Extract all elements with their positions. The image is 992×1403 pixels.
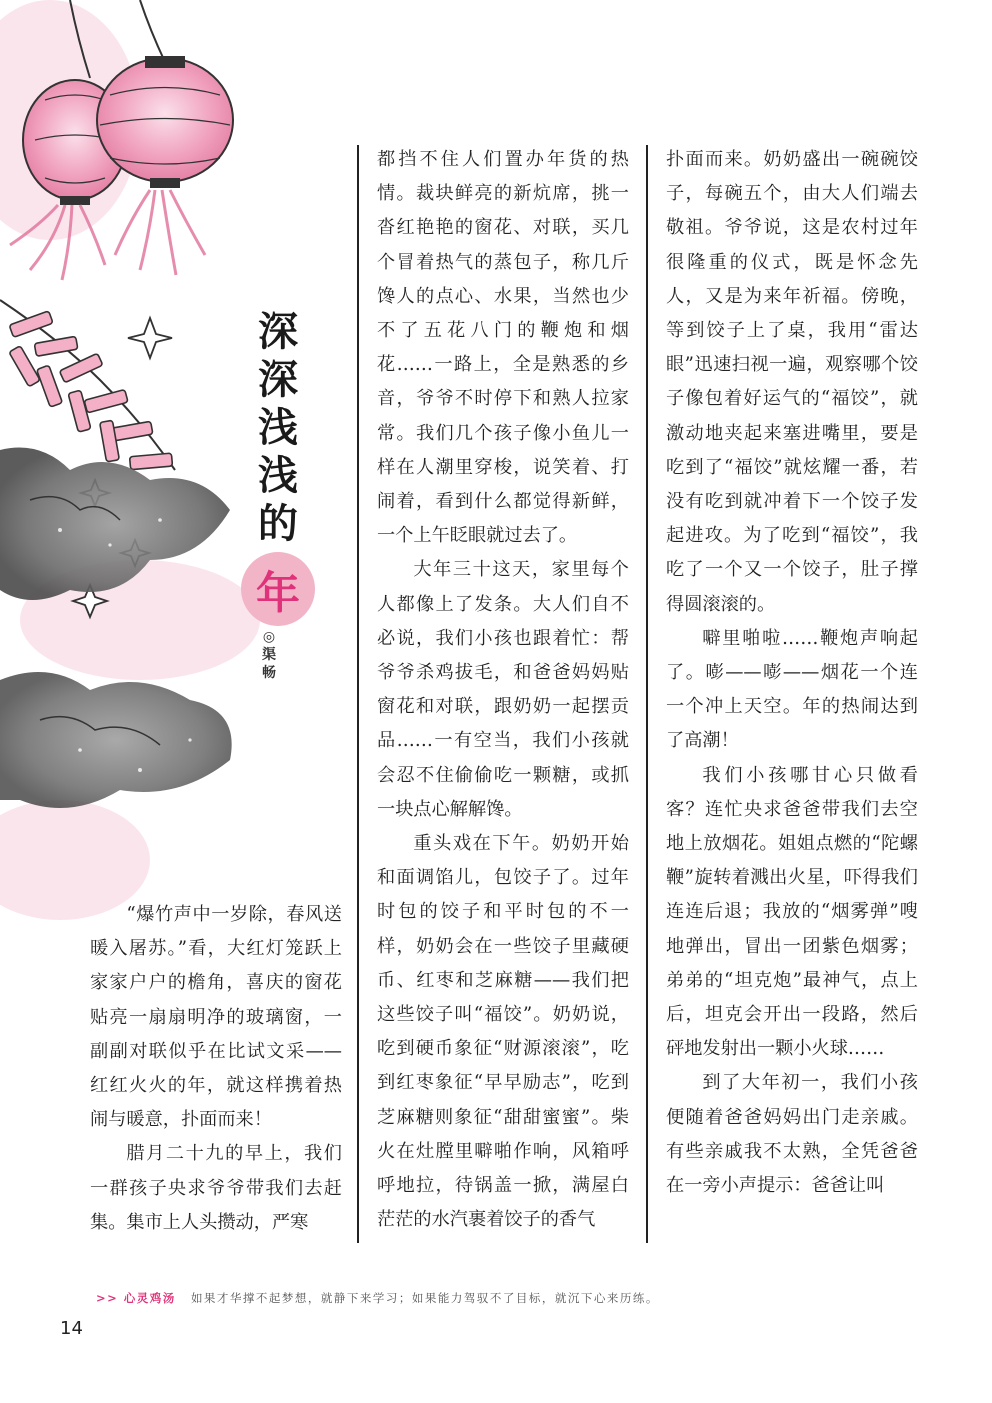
text-column-3 [666,143,918,1203]
title-char: 浅 [258,453,298,499]
paragraph: 我们小孩哪甘心只做看客？连忙央求爸爸带我们去空地上放烟花。姐姐点燃的“陀螺鞭”旋转着溅出火星，吓得我们连连后退；我放的“烟雾弹”嗖地弹出，冒出一团紫色烟雾；弟弟的“坦克炮”最神气，点上后，坦克会开出一段路，然后砰地发射出一颗小火球…… [666,764,918,1060]
column-divider [357,145,359,1243]
title-highlight-badge: 年 [241,552,315,626]
article-title [252,308,304,626]
author-mark-icon: ◎ [262,629,276,645]
paragraph: 到了大年初一，我们小孩便随着爸爸妈妈出门走亲戚。有些亲戚我不太熟，全凭爸爸在一旁小声提示：爸爸让叫 [666,1072,918,1197]
text-column-1 [90,898,342,1240]
paragraph: 扑面而来。奶奶盛出一碗碗饺子，每碗五个，由大人们端去敬祖。爷爷说，这是农村过年很隆重的仪式，既是怀念先人，又是为来年祈福。傍晚，等到饺子上了桌，我用“雷达眼”迅速扫视一遍，观察哪个饺子像包着好运气的“福饺”，就激动地夹起来塞进嘴里，要是吃到了“福饺”就炫耀一番，若没有吃到就冲着下一个饺子发起进攻。为了吃到“福饺”，我吃了一个又一个饺子，肚子撑得圆滚滚的。 [666,149,918,615]
title-char: 浅 [258,405,298,451]
paragraph: 都挡不住人们置办年货的热情。裁块鲜亮的新炕席，挑一沓红艳艳的窗花、对联，买几个冒着热气的蒸包子，称几斤馋人的点心、水果，当然也少不了五花八门的鞭炮和烟花……一路上，全是熟悉的乡音，爷爷不时停下和熟人拉家常。我们几个孩子像小鱼儿一样在人潮里穿梭，说笑着、打闹着，看到什么都觉得新鲜，一个上午眨眼就过去了。 [377,149,629,547]
title-char: 深 [258,309,298,355]
paragraph: 噼里啪啦……鞭炮声响起了。嘭——嘭——烟花一个连一个冲上天空。年的热闹达到了高潮！ [666,627,918,752]
author-byline [258,628,280,682]
author-name-char: 渠 [262,647,276,663]
paragraph: 重头戏在下午。奶奶开始和面调馅儿，包饺子了。过年时包的饺子和平时包的不一样，奶奶会在一些饺子里藏硬币、红枣和芝麻糖——我们把这些饺子叫“福饺”。奶奶说，吃到硬币象征“财源滚滚”，吃到红枣象征“早早励志”，吃到芝麻糖则象征“甜甜蜜蜜”。柴火在灶膛里噼啪作响，风箱呼呼地拉，待锅盖一掀，满屋白茫茫的水汽裹着饺子的香气 [377,833,629,1231]
author-name-char: 畅 [262,665,276,681]
footer-quote [96,1290,659,1306]
title-char: 深 [258,357,298,403]
page-number: 14 [60,1318,83,1339]
footer-quote-text: 如果才华撑不起梦想，就静下来学习；如果能力驾驭不了目标，就沉下心来历练。 [190,1291,659,1305]
paragraph: 腊月二十九的早上，我们一群孩子央求爷爷带我们去赶集。集市上人头攒动，严寒 [90,1143,342,1233]
paragraph: 大年三十这天，家里每个人都像上了发条。大人们自不必说，我们小孩也跟着忙：帮爷爷杀鸡拔毛，和爸爸妈妈贴窗花和对联，跟奶奶一起摆贡品……一有空当，我们小孩就会忍不住偷偷吃一颗糖，或抓一块点心解解馋。 [377,559,629,820]
column-divider [646,145,648,1243]
text-column-2 [377,143,629,1238]
footer-quote-label: >> 心灵鸡汤 [96,1291,176,1305]
paragraph: “爆竹声中一岁除，春风送暖入屠苏。”看，大红灯笼跃上家家户户的檐角，喜庆的窗花贴亮一扇扇明净的玻璃窗，一副副对联似乎在比试文采——红红火火的年，就这样携着热闹与暖意，扑面而来！ [90,904,342,1131]
title-char: 的 [258,501,298,547]
